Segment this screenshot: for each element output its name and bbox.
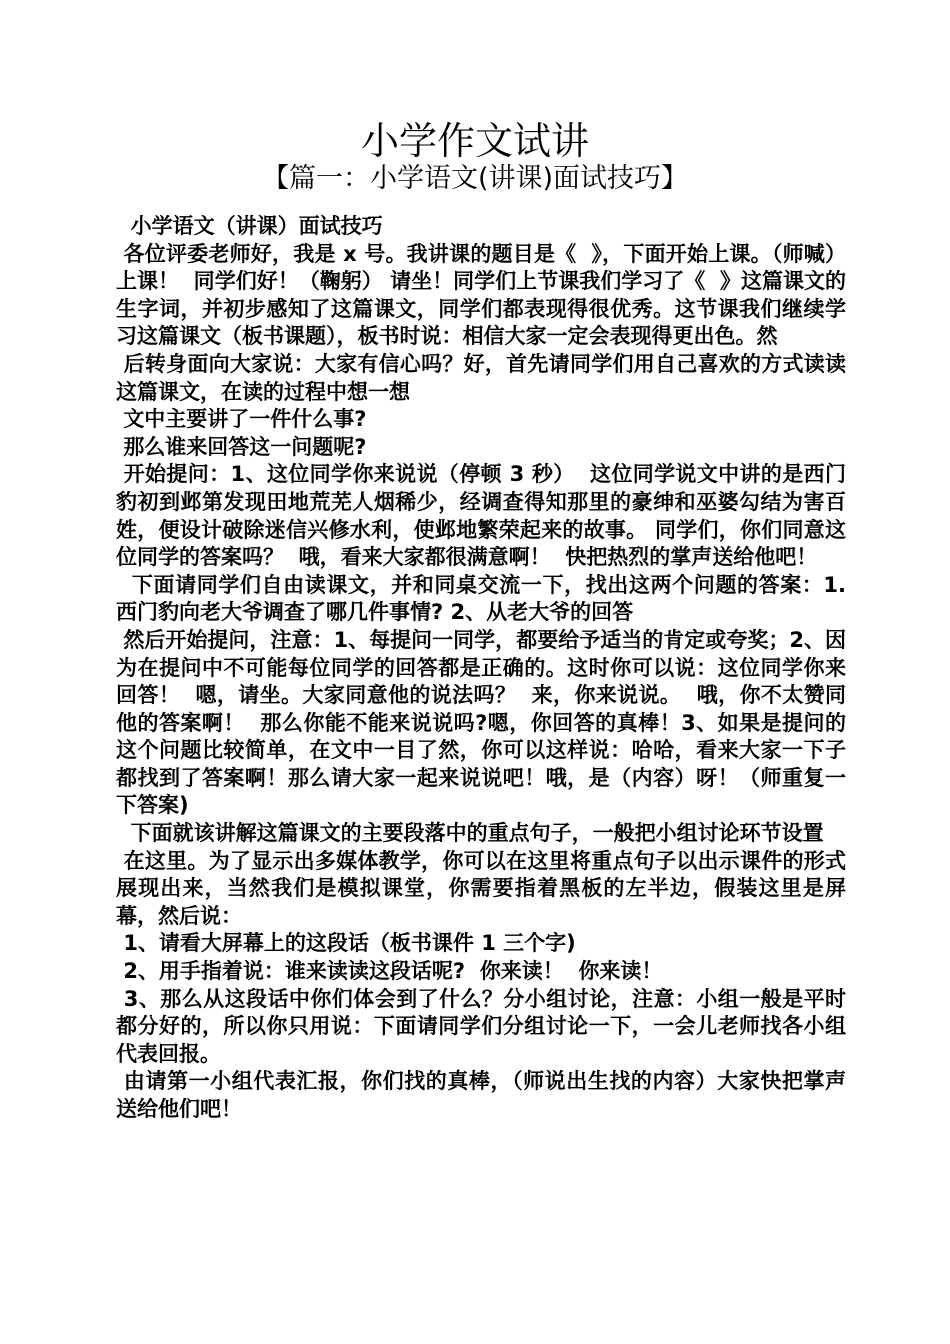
section-heading: 小学语文（讲课）面试技巧 [116, 214, 383, 238]
paragraph: 然后开始提问，注意：1、每提问一同学，都要给予适当的肯定或夸奖；2、因为在提问中不可能每位同学的回答都是正确的。这时你可以说：这位同学你来回答！ 嗯，请坐。大家同意他的说法吗？ 来，你来说说。 哦，你不太赞同他的答案啊！ 那么你能不能来说说吗?嗯，你回答的真棒！3、如果是提问的这个问题比较简单，在文中一目了然，你可以这样说：哈哈，看来大家一下子都找到了答案啊！那么请大家一起来说说吧！哦，是（内容）呀！（师重复一下答案) [116, 627, 846, 818]
paragraph: 3、那么从这段话中你们体会到了什么？分小组讨论，注意：小组一般是平时都分好的，所以你只用说：下面请同学们分组讨论一下，一会儿老师找各小组代表回报。 [116, 986, 847, 1066]
document-title: 小学作文试讲 [360, 119, 589, 163]
paragraph: 后转身面向大家说：大家有信心吗？好，首先请同学们用自己喜欢的方式读读这篇课文，在读的过程中想一想 [116, 351, 847, 404]
paragraph: 在这里。为了显示出多媒体教学，你可以在这里将重点句子以出示课件的形式展现出来，当然我们是模拟课堂，你需要指着黑板的左半边，假装这里是屏幕，然后说： [116, 848, 847, 928]
paragraph: 1、请看大屏幕上的这段话（板书课件 1 三个字) [116, 931, 576, 956]
document-subtitle: 【篇一：小学语文(讲课)面试技巧】 [261, 163, 689, 194]
paragraph: 由请第一小组代表汇报，你们找的真棒，（师说出生找的内容）大家快把掌声送给他们吧！ [116, 1069, 847, 1121]
paragraph: 下面就该讲解这篇课文的主要段落中的重点句子，一般把小组讨论环节设置 [116, 821, 824, 846]
paragraph: 下面请同学们自由读课文，并和同桌交流一下，找出这两个问题的答案：1.西门豹向老大爷调查了哪几件事情? 2、从老大爷的回答 [116, 572, 847, 625]
paragraph: 各位评委老师好，我是 x 号。我讲课的题目是《 》，下面开始上课。（师喊）上课！ 同学们好！（鞠躬） 请坐！同学们上节课我们学习了《 》这篇课文的生字词，并初步感知了这篇课文，同学们都表现得很优秀。这节课我们继续学习这篇课文（板书课题），板书时说：相信大家一定会表现得更出色。然 [116, 241, 846, 349]
paragraph: 那么谁来回答这一问题呢? [116, 434, 367, 459]
paragraph: 2、用手指着说：谁来读读这段话呢? 你来读！ 你来读！ [116, 959, 663, 984]
document-body [116, 213, 846, 1124]
paragraph: 开始提问：1、这位同学你来说说（停顿 3 秒） 这位同学说文中讲的是西门豹初到邺第发现田地荒芜人烟稀少，经调查得知那里的豪绅和巫婆勾结为害百姓，便设计破除迷信兴修水利，使邺地繁荣起来的故事。 同学们，你们同意这位同学的答案吗？ 哦，看来大家都很满意啊！ 快把热烈的掌声送给他吧！ [116, 462, 847, 570]
paragraph: 文中主要讲了一件什么事? [116, 407, 367, 432]
